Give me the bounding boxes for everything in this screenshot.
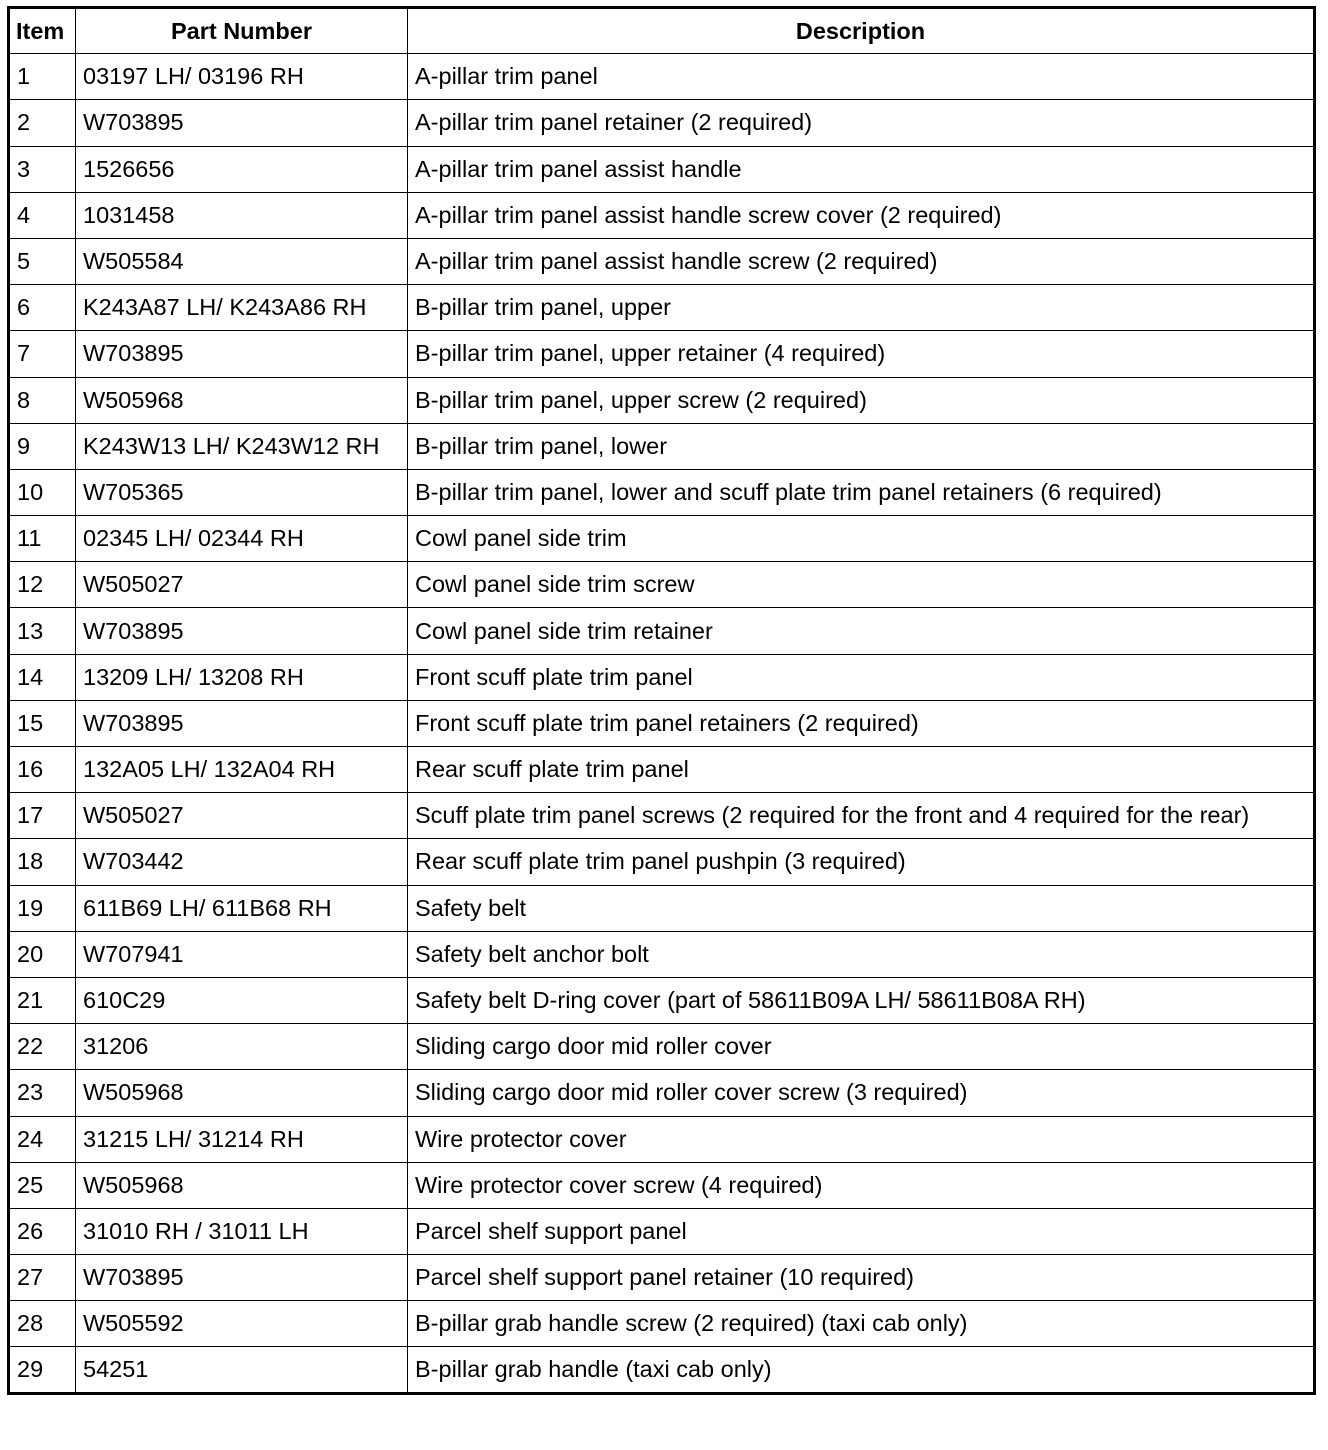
cell-description: Wire protector cover screw (4 required) — [408, 1162, 1315, 1208]
cell-item: 26 — [9, 1208, 76, 1254]
table-row — [9, 1070, 1315, 1116]
table-row — [9, 423, 1315, 469]
table-row — [9, 1255, 1315, 1301]
table-row — [9, 1024, 1315, 1070]
cell-item: 4 — [9, 192, 76, 238]
cell-item: 2 — [9, 100, 76, 146]
cell-part-number: W505968 — [76, 1162, 408, 1208]
cell-description: B-pillar trim panel, lower and scuff plate trim panel retainers (6 required) — [408, 469, 1315, 515]
table-row — [9, 100, 1315, 146]
table-row — [9, 885, 1315, 931]
cell-part-number: W703895 — [76, 608, 408, 654]
cell-part-number: 13209 LH/ 13208 RH — [76, 654, 408, 700]
cell-item: 27 — [9, 1255, 76, 1301]
cell-item: 24 — [9, 1116, 76, 1162]
table-body — [9, 54, 1315, 1393]
cell-item: 11 — [9, 516, 76, 562]
cell-item: 8 — [9, 377, 76, 423]
cell-description: Safety belt anchor bolt — [408, 931, 1315, 977]
cell-part-number: 02345 LH/ 02344 RH — [76, 516, 408, 562]
cell-description: A-pillar trim panel assist handle screw (2 required) — [408, 238, 1315, 284]
cell-part-number: W707941 — [76, 931, 408, 977]
cell-description: B-pillar grab handle (taxi cab only) — [408, 1347, 1315, 1393]
cell-description: Wire protector cover — [408, 1116, 1315, 1162]
cell-item: 13 — [9, 608, 76, 654]
cell-part-number: W703895 — [76, 700, 408, 746]
cell-description: Safety belt — [408, 885, 1315, 931]
table-row — [9, 747, 1315, 793]
cell-item: 22 — [9, 1024, 76, 1070]
table-row — [9, 192, 1315, 238]
cell-part-number: 1031458 — [76, 192, 408, 238]
cell-description: A-pillar trim panel assist handle — [408, 146, 1315, 192]
table-row — [9, 238, 1315, 284]
cell-description: Sliding cargo door mid roller cover screw (3 required) — [408, 1070, 1315, 1116]
cell-item: 15 — [9, 700, 76, 746]
table-row — [9, 331, 1315, 377]
cell-description: Cowl panel side trim — [408, 516, 1315, 562]
column-header-part-number: Part Number — [76, 8, 408, 54]
table-row — [9, 285, 1315, 331]
cell-item: 14 — [9, 654, 76, 700]
cell-item: 20 — [9, 931, 76, 977]
cell-part-number: 132A05 LH/ 132A04 RH — [76, 747, 408, 793]
cell-part-number: K243A87 LH/ K243A86 RH — [76, 285, 408, 331]
cell-part-number: 1526656 — [76, 146, 408, 192]
table-row — [9, 1208, 1315, 1254]
cell-part-number: W505968 — [76, 1070, 408, 1116]
column-header-item: Item — [9, 8, 76, 54]
table-row — [9, 54, 1315, 100]
table-row — [9, 977, 1315, 1023]
cell-description: Cowl panel side trim retainer — [408, 608, 1315, 654]
cell-item: 29 — [9, 1347, 76, 1393]
table-row — [9, 469, 1315, 515]
cell-description: Front scuff plate trim panel — [408, 654, 1315, 700]
table-row — [9, 377, 1315, 423]
cell-item: 19 — [9, 885, 76, 931]
cell-description: Front scuff plate trim panel retainers (2 required) — [408, 700, 1315, 746]
parts-table — [7, 6, 1316, 1395]
cell-part-number: W705365 — [76, 469, 408, 515]
table-row — [9, 654, 1315, 700]
cell-part-number: 31206 — [76, 1024, 408, 1070]
cell-item: 21 — [9, 977, 76, 1023]
cell-part-number: W505592 — [76, 1301, 408, 1347]
header-row — [9, 8, 1315, 54]
table-row — [9, 931, 1315, 977]
cell-item: 3 — [9, 146, 76, 192]
cell-description: Rear scuff plate trim panel pushpin (3 required) — [408, 839, 1315, 885]
table-row — [9, 146, 1315, 192]
cell-item: 7 — [9, 331, 76, 377]
cell-description: Rear scuff plate trim panel — [408, 747, 1315, 793]
table-row — [9, 1301, 1315, 1347]
cell-part-number: W505584 — [76, 238, 408, 284]
table-row — [9, 516, 1315, 562]
cell-item: 1 — [9, 54, 76, 100]
cell-item: 18 — [9, 839, 76, 885]
cell-description: A-pillar trim panel — [408, 54, 1315, 100]
table-row — [9, 608, 1315, 654]
cell-item: 10 — [9, 469, 76, 515]
cell-part-number: 31010 RH / 31011 LH — [76, 1208, 408, 1254]
cell-part-number: 611B69 LH/ 611B68 RH — [76, 885, 408, 931]
cell-item: 12 — [9, 562, 76, 608]
cell-description: A-pillar trim panel assist handle screw cover (2 required) — [408, 192, 1315, 238]
cell-item: 17 — [9, 793, 76, 839]
table-row — [9, 1162, 1315, 1208]
cell-description: B-pillar trim panel, upper — [408, 285, 1315, 331]
cell-description: Scuff plate trim panel screws (2 required for the front and 4 required for the rear) — [408, 793, 1315, 839]
table-row — [9, 700, 1315, 746]
cell-description: B-pillar trim panel, upper retainer (4 required) — [408, 331, 1315, 377]
cell-item: 6 — [9, 285, 76, 331]
cell-description: Parcel shelf support panel retainer (10 required) — [408, 1255, 1315, 1301]
cell-item: 16 — [9, 747, 76, 793]
cell-description: B-pillar trim panel, upper screw (2 required) — [408, 377, 1315, 423]
cell-part-number: K243W13 LH/ K243W12 RH — [76, 423, 408, 469]
cell-item: 9 — [9, 423, 76, 469]
table-row — [9, 562, 1315, 608]
cell-part-number: W703895 — [76, 331, 408, 377]
cell-part-number: 610C29 — [76, 977, 408, 1023]
table-header — [9, 8, 1315, 54]
cell-part-number: 31215 LH/ 31214 RH — [76, 1116, 408, 1162]
cell-part-number: W703895 — [76, 100, 408, 146]
cell-description: Cowl panel side trim screw — [408, 562, 1315, 608]
cell-item: 25 — [9, 1162, 76, 1208]
cell-part-number: W703442 — [76, 839, 408, 885]
cell-item: 23 — [9, 1070, 76, 1116]
cell-part-number: W703895 — [76, 1255, 408, 1301]
cell-description: Safety belt D-ring cover (part of 58611B09A LH/ 58611B08A RH) — [408, 977, 1315, 1023]
cell-part-number: 54251 — [76, 1347, 408, 1393]
cell-description: A-pillar trim panel retainer (2 required) — [408, 100, 1315, 146]
cell-part-number: W505027 — [76, 562, 408, 608]
cell-description: B-pillar grab handle screw (2 required) (taxi cab only) — [408, 1301, 1315, 1347]
cell-description: B-pillar trim panel, lower — [408, 423, 1315, 469]
column-header-description: Description — [408, 8, 1315, 54]
cell-item: 5 — [9, 238, 76, 284]
table-row — [9, 1347, 1315, 1393]
table-row — [9, 793, 1315, 839]
cell-part-number: W505027 — [76, 793, 408, 839]
table-row — [9, 839, 1315, 885]
cell-item: 28 — [9, 1301, 76, 1347]
cell-part-number: W505968 — [76, 377, 408, 423]
cell-description: Parcel shelf support panel — [408, 1208, 1315, 1254]
cell-description: Sliding cargo door mid roller cover — [408, 1024, 1315, 1070]
cell-part-number: 03197 LH/ 03196 RH — [76, 54, 408, 100]
table-row — [9, 1116, 1315, 1162]
